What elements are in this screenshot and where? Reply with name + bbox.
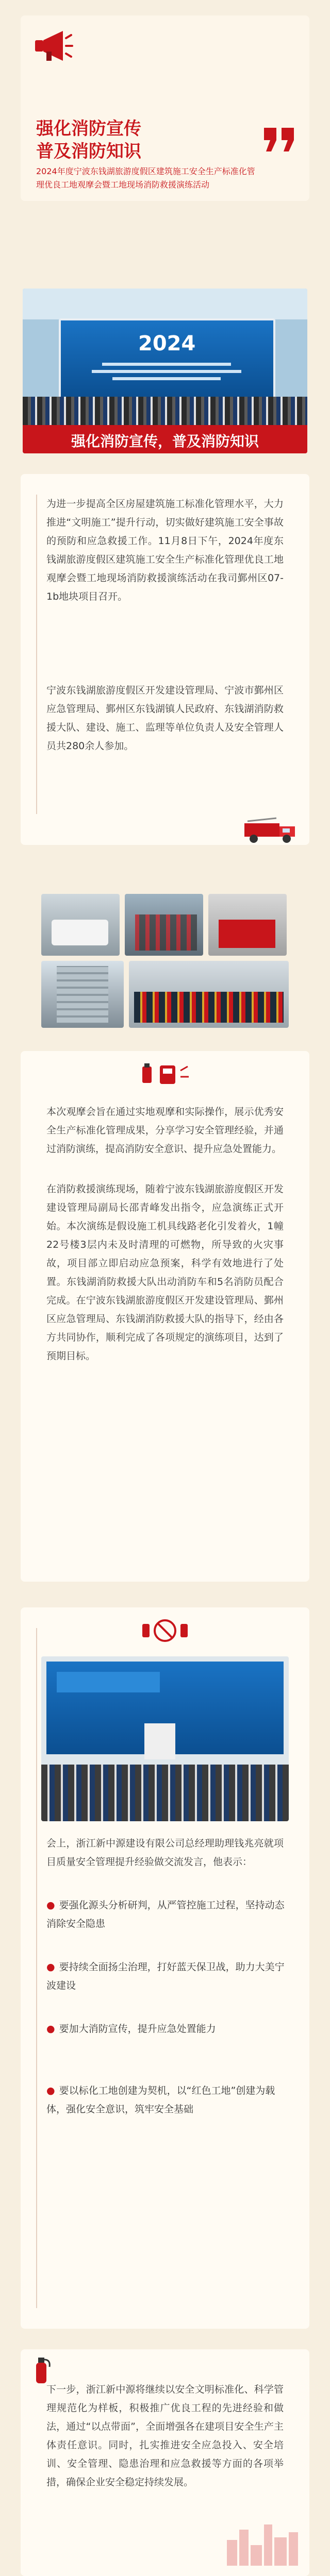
closing-paragraph: 下一步，浙江新中源将继续以安全文明标准化、科学管理规范化为样板，积极推广优良工程的先进经验和做法，通过“以点带面”，全面增强各在建项目安全生产主体责任意识。同时，扎实推进安全应急投入、安全培训、安全管理、隐患治理和应急救援等方面的各项举措，确保企业安全稳定持续发展。 [46,2384,284,2488]
people [135,914,197,951]
banner-year: 2024 [138,332,196,355]
no-fire-icon [139,1618,191,1643]
fire-alarm-icon [139,1061,191,1087]
closing-quote-icon [262,124,298,155]
crowd [23,397,307,425]
bullet-text: 要加大消防宣传，提升应急处置能力 [59,2023,216,2035]
slogan-text: 强化消防宣传，普及消防知识 [71,433,259,450]
hero-event-photo [23,289,307,453]
banner-lines [102,363,231,366]
stage-backdrop [59,318,275,400]
bullet-dot: ● [46,2023,55,2035]
podium [144,1723,175,1759]
bullet-text: 要持续全面扬尘治理，打好蓝天保卫战，助力大美宁波建设 [46,1961,285,1991]
drill-photo-3 [208,894,287,956]
stage-slogan [57,1672,160,1692]
card-left-rule [36,495,37,814]
bullet-dot: ● [46,2085,55,2096]
intro-paragraph-1: 为进一步提高全区房屋建筑施工标准化管理水平，大力推进“文明施工”提升行动，切实做好建筑施工安全事故的预防和应急救援工作。11月8日下午，2024年度东钱湖旅游度假区建筑施工安全生产标准化管理优良工地观摩会暨工地现场消防救援演练活动在我司鄞州区07-1b地块项目召开。 [46,498,284,602]
drill-paragraph-1: 本次观摩会旨在通过实地观摩和实际操作，展示优秀安全生产标准化管理成果，分享学习安全管理经验，并通过消防演练，提高消防安全意识、提升应急处置能力。 [46,1106,284,1155]
page-subtitle: 2024年度宁波东钱湖旅游度假区建筑施工安全生产标准化管理优良工地观摩会暨工地现场消防救援演练活动 [36,166,255,190]
banner-lines [92,370,241,373]
page-title-line1: 强化消防宣传 [36,118,141,139]
drill-paragraph-2: 在消防救援演练现场，随着宁波东钱湖旅游度假区开发建设管理局副局长邵青峰发出指令，应急演练正式开始。本次演练是假设施工机具线路老化引发着火，1幢 22号楼3层内未及时清理的可燃物，所导致的火灾事故，项目部立即启动应急预案，科学有效地进行了处置。东钱湖消防救援大队出动消防车和5名消防员配合完成。在宁波东钱湖旅游度假区开发建设管理局、鄞州区应急管理局、东钱湖消防救援大队的指导下，经由各方共同协作，顺利完成了各项规定的演练项目，达到了预期目标。 [46,1183,284,1362]
meeting-photo [41,1656,289,1821]
fire-engine [219,920,275,948]
bullet-text: 要强化源头分析研判，从严管控施工过程，坚持动态消除安全隐患 [46,1900,285,1929]
banner-lines [112,377,221,380]
city-skyline-decoration [227,2514,304,2566]
bullet-dot: ● [46,1900,55,1911]
bullet-text: 要以标化工地创建为契机，以“红色工地”创建为载体，强化安全意识，筑牢安全基础 [46,2085,275,2115]
bullet-item-3 [46,2020,289,2038]
page-title-line2: 普及消防知识 [36,141,141,162]
firefighters-lineup [134,992,284,1023]
card-left-rule [36,1628,37,2308]
megaphone-icon [32,26,73,67]
bullet-item-1 [46,1896,289,1933]
sky [23,289,307,319]
slogan-banner [23,425,307,453]
drill-photo-2 [125,894,203,956]
audience [41,1765,289,1821]
intro-paragraph-2: 宁波东钱湖旅游度假区开发建设管理局、宁波市鄞州区应急管理局、鄞州区东钱湖镇人民政府、东钱湖消防救援大队、建设、施工、监理等单位负责人及安全管理人员共280余人参加。 [46,685,284,752]
drill-photo-5 [129,961,289,1028]
drill-photo-4 [41,961,124,1028]
drill-photo-1 [41,894,120,956]
building [57,966,108,1023]
bullet-dot: ● [46,1961,55,1973]
ambulance [52,920,108,945]
bullet-item-4 [46,2081,289,2119]
fire-truck-icon [242,814,299,845]
meeting-paragraph-1: 会上，浙江新中源建设有限公司总经理助理钱兆亮就项目质量安全管理提升经验做交流发言，他表示： [46,1838,284,1868]
bullet-item-2 [46,1958,289,1995]
